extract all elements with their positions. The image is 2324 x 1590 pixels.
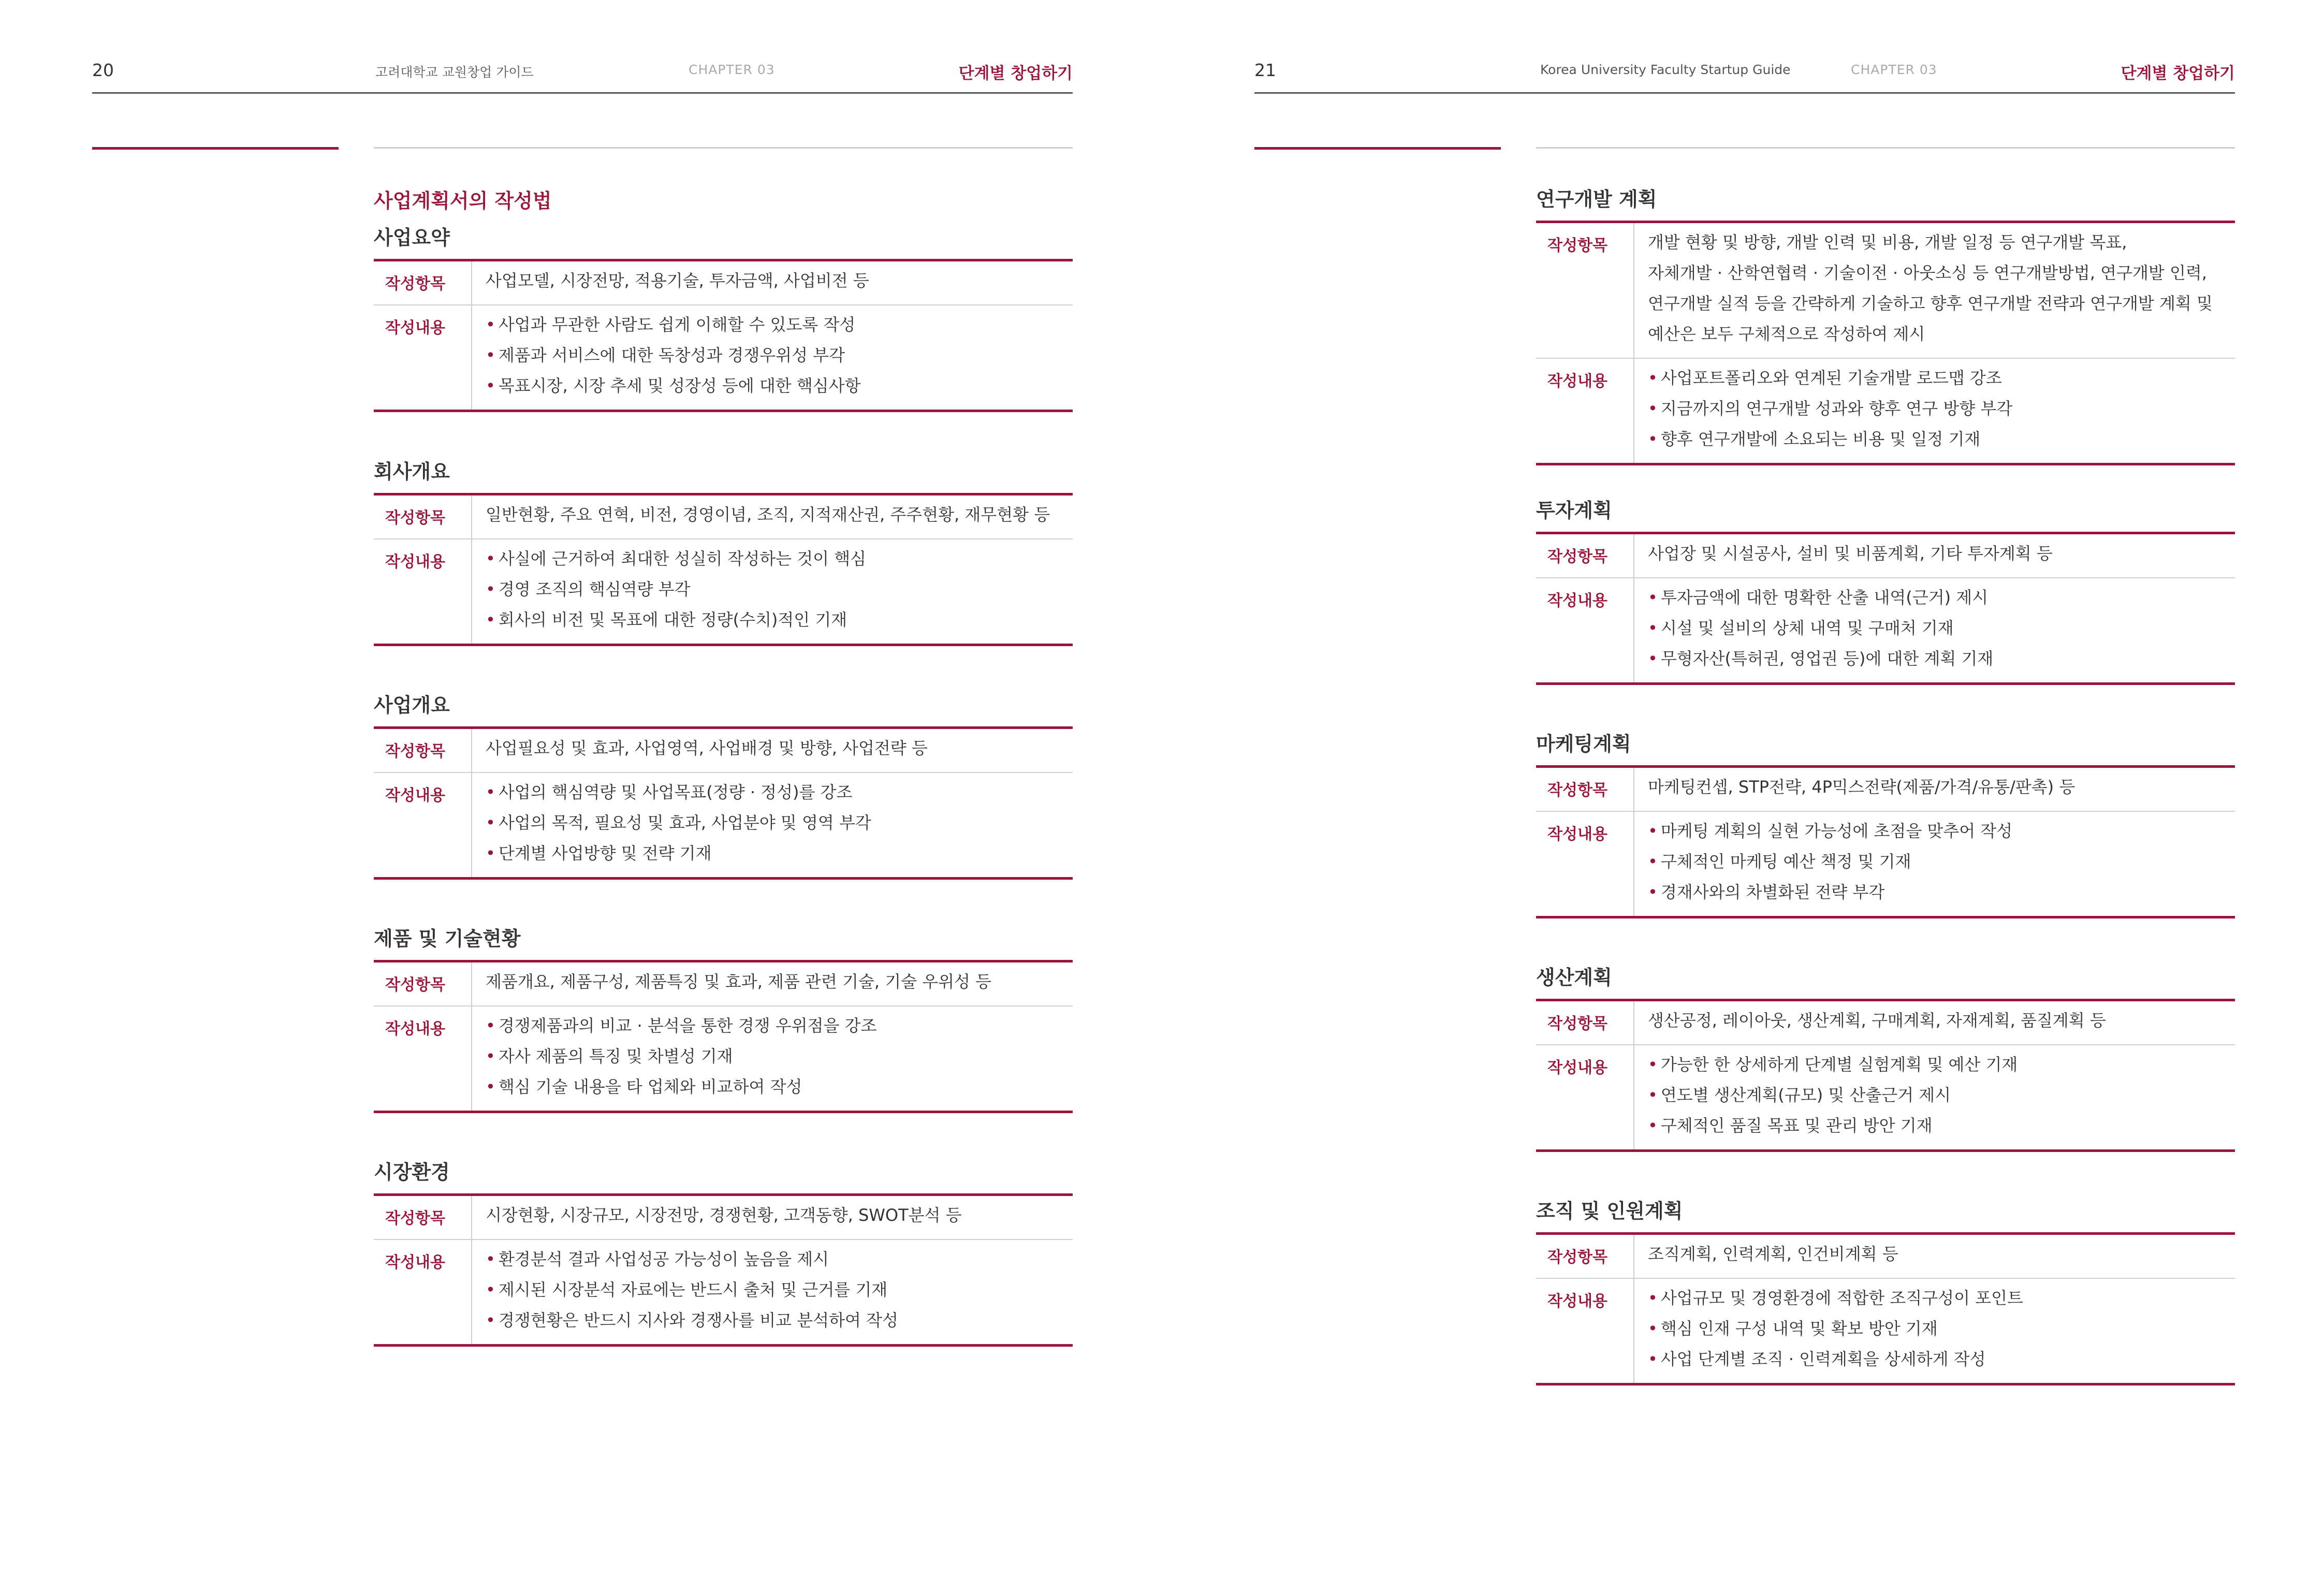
item-label: 작성항목: [1536, 768, 1634, 811]
section-block: [1536, 183, 2235, 465]
item-line: 생산공정, 레이아웃, 생산계획, 구매계획, 자재계획, 품질계획 등: [1648, 1011, 2106, 1030]
item-line: 일반현황, 주요 연혁, 비전, 경영이념, 조직, 지적재산권, 주주현황, 재무현황 등: [486, 505, 1050, 524]
item-row: [1536, 768, 2235, 811]
bullet-icon: •: [1648, 429, 1658, 449]
guide-title: 고려대학교 교원창업 가이드: [375, 65, 534, 80]
header-rule: [92, 92, 1073, 94]
section-block: [374, 456, 1073, 646]
section-block: [1536, 728, 2235, 918]
bullet-icon: •: [1648, 649, 1658, 668]
bullet-item: [486, 1305, 898, 1336]
bullet-icon: •: [486, 843, 495, 863]
bullet-item: [486, 777, 871, 808]
item-label: 작성항목: [374, 1196, 472, 1239]
info-table: [1536, 999, 2235, 1152]
bullet-text: 자사 제품의 특징 및 차별성 기재: [498, 1046, 733, 1066]
bullet-item: [486, 340, 861, 371]
item-line: 사업장 및 시설공사, 설비 및 비품계획, 기타 투자계획 등: [1648, 544, 2053, 563]
section-title: 단계별 창업하기: [958, 64, 1073, 83]
bullet-icon: •: [486, 579, 495, 599]
content-row: [1536, 1044, 2235, 1149]
bullet-text: 경쟁현황은 반드시 지사와 경쟁사를 비교 분석하여 작성: [498, 1310, 898, 1330]
content-label: 작성내용: [1536, 578, 1634, 682]
item-row: [1536, 1001, 2235, 1044]
chapter-label: CHAPTER 03: [1851, 62, 1937, 77]
guide-title: Korea University Faculty Startup Guide: [1540, 62, 1791, 77]
accent-rule: [92, 147, 339, 150]
info-table: [374, 493, 1073, 646]
bullet-item: [486, 838, 871, 869]
item-line: 제품개요, 제품구성, 제품특징 및 효과, 제품 관련 기술, 기술 우위성 등: [486, 972, 992, 991]
item-line: 사업필요성 및 효과, 사업영역, 사업배경 및 방향, 사업전략 등: [486, 738, 928, 758]
content-value: [472, 773, 871, 877]
item-value: [472, 962, 991, 1005]
bullet-text: 경쟁제품과의 비교 · 분석을 통한 경쟁 우위점을 강조: [498, 1016, 877, 1035]
section-heading: 연구개발 계획: [1536, 188, 1657, 211]
bullet-item: [486, 1011, 876, 1041]
bullet-item: [486, 808, 871, 838]
item-value: [1634, 1235, 1898, 1278]
section-heading: 투자계획: [1536, 499, 1612, 522]
bullet-text: 시설 및 설비의 상체 내역 및 구매처 기재: [1660, 618, 1954, 638]
bullet-item: [486, 544, 866, 574]
item-row: [374, 962, 1073, 1005]
bullet-text: 경재사와의 차별화된 전략 부각: [1660, 882, 1885, 902]
bullet-icon: •: [486, 315, 495, 334]
bullet-item: [1648, 1049, 2018, 1080]
section-heading: 마케팅계획: [1536, 733, 1631, 755]
content-label: 작성내용: [374, 773, 472, 877]
content-label: 작성내용: [374, 539, 472, 644]
item-value: [1634, 223, 2213, 358]
info-table: [1536, 1232, 2235, 1385]
section-block: [374, 923, 1073, 1113]
item-value: [472, 261, 869, 304]
content-value: [1634, 578, 1993, 682]
page-number: 20: [92, 60, 114, 80]
info-table: [1536, 221, 2235, 465]
bullet-icon: •: [1648, 1319, 1658, 1338]
bullet-item: [486, 605, 866, 635]
content-value: [1634, 812, 2012, 916]
bullet-text: 사업규모 및 경영환경에 적합한 조직구성이 포인트: [1660, 1288, 2023, 1308]
bullet-item: [1648, 393, 2012, 424]
bullet-item: [1648, 1080, 2018, 1111]
item-row: [374, 1196, 1073, 1239]
content-rule: [1536, 147, 2235, 149]
bullet-icon: •: [486, 1016, 495, 1035]
item-value: [472, 1196, 962, 1239]
bullet-icon: •: [1648, 882, 1658, 902]
content-row: [1536, 811, 2235, 916]
item-line: 시장현황, 시장규모, 시장전망, 경쟁현황, 고객동향, SWOT분석 등: [486, 1205, 962, 1225]
bullet-item: [486, 574, 866, 605]
bullet-item: [1648, 1344, 2023, 1375]
section-heading: 사업개요: [374, 694, 450, 717]
bullet-text: 사업의 목적, 필요성 및 효과, 사업분야 및 영역 부각: [498, 813, 871, 833]
section-heading: 생산계획: [1536, 966, 1612, 989]
bullet-icon: •: [1648, 368, 1658, 388]
content-label: 작성내용: [374, 305, 472, 410]
item-line: 마케팅컨셉, STP전략, 4P믹스전략(제품/가격/유통/판촉) 등: [1648, 777, 2075, 797]
bullet-item: [1648, 816, 2012, 847]
item-line: 사업모델, 시장전망, 적용기술, 투자금액, 사업비전 등: [486, 271, 869, 290]
content-row: [374, 1239, 1073, 1344]
bullet-icon: •: [1648, 618, 1658, 638]
bullet-item: [486, 371, 861, 401]
bullet-icon: •: [486, 376, 495, 396]
info-table: [374, 259, 1073, 412]
bullet-icon: •: [1648, 1055, 1658, 1074]
bullet-text: 지금까지의 연구개발 성과와 향후 연구 방향 부각: [1660, 399, 2013, 418]
bullet-icon: •: [486, 1077, 495, 1097]
item-value: [1634, 534, 2053, 577]
content-label: 작성내용: [1536, 1045, 1634, 1149]
item-line: 개발 현황 및 방향, 개발 인력 및 비용, 개발 일정 등 연구개발 목표,: [1648, 232, 2127, 252]
bullet-icon: •: [486, 345, 495, 365]
info-table: [1536, 765, 2235, 918]
bullet-icon: •: [1648, 1085, 1658, 1105]
content-row: [374, 772, 1073, 877]
bullet-text: 환경분석 결과 사업성공 가능성이 높음을 제시: [498, 1249, 829, 1269]
item-label: 작성항목: [374, 495, 472, 538]
item-row: [374, 261, 1073, 304]
section-heading: 회사개요: [374, 460, 450, 483]
content-label: 작성내용: [1536, 812, 1634, 916]
section-heading: 조직 및 인원계획: [1536, 1200, 1683, 1222]
item-line: 예산은 보두 구체적으로 작성하여 제시: [1648, 324, 1925, 344]
bullet-text: 제품과 서비스에 대한 독창성과 경쟁우위성 부각: [498, 345, 845, 365]
content-row: [1536, 577, 2235, 682]
bullet-icon: •: [1648, 821, 1658, 841]
item-value: [472, 729, 928, 772]
bullet-item: [1648, 424, 2012, 455]
section-heading: 사업요약: [374, 226, 450, 249]
bullet-text: 사업포트폴리오와 연계된 기술개발 로드맵 강조: [1660, 368, 2002, 388]
item-value: [1634, 1001, 2106, 1044]
section-heading: 시장환경: [374, 1161, 450, 1184]
bullet-item: [1648, 1111, 2018, 1141]
content-row: [374, 304, 1073, 410]
info-table: [1536, 532, 2235, 685]
item-row: [1536, 1235, 2235, 1278]
bullet-text: 연도별 생산계획(규모) 및 산출근거 제시: [1660, 1085, 1951, 1105]
item-line: 연구개발 실적 등을 간략하게 기술하고 향후 연구개발 전략과 연구개발 계획 및: [1648, 294, 2213, 313]
content-value: [1634, 1279, 2023, 1383]
bullet-item: [1648, 582, 1993, 613]
bullet-text: 무형자산(특허권, 영업권 등)에 대한 계획 기재: [1660, 649, 1994, 668]
bullet-item: [1648, 1283, 2023, 1314]
content-row: [374, 538, 1073, 644]
content-row: [1536, 1278, 2235, 1383]
bullet-text: 사업의 핵심역량 및 사업목표(정량 · 정성)를 강조: [498, 782, 853, 802]
item-row: [1536, 223, 2235, 358]
accent-rule: [1254, 147, 1501, 150]
bullet-item: [1648, 847, 2012, 877]
section-block: [1536, 1195, 2235, 1385]
info-table: [374, 1193, 1073, 1347]
section-block: [374, 222, 1073, 412]
info-table: [374, 726, 1073, 880]
content-row: [374, 1005, 1073, 1111]
item-value: [472, 495, 1050, 538]
bullet-text: 회사의 비전 및 목표에 대한 정량(수치)적인 기재: [498, 610, 847, 630]
bullet-icon: •: [486, 813, 495, 833]
bullet-icon: •: [486, 1046, 495, 1066]
item-row: [374, 495, 1073, 538]
bullet-icon: •: [1648, 399, 1658, 418]
item-label: 작성항목: [1536, 534, 1634, 577]
bullet-text: 경영 조직의 핵심역량 부각: [498, 579, 691, 599]
section-block: [1536, 961, 2235, 1152]
page-number: 21: [1254, 60, 1276, 80]
bullet-icon: •: [486, 1249, 495, 1269]
bullet-icon: •: [1648, 588, 1658, 607]
chapter-label: CHAPTER 03: [689, 62, 775, 77]
bullet-icon: •: [1648, 852, 1658, 871]
bullet-text: 사업 단계별 조직 · 인력계획을 상세하게 작성: [1660, 1349, 1986, 1369]
content-value: [1634, 359, 2012, 463]
bullet-text: 사실에 근거하여 최대한 성실히 작성하는 것이 핵심: [498, 549, 867, 568]
content-value: [472, 539, 866, 644]
item-label: 작성항목: [374, 962, 472, 1005]
content-value: [1634, 1045, 2018, 1149]
section-heading: 제품 및 기술현황: [374, 927, 521, 950]
bullet-icon: •: [486, 782, 495, 802]
content-label: 작성내용: [1536, 1279, 1634, 1383]
item-label: 작성항목: [374, 729, 472, 772]
section-block: [1536, 494, 2235, 685]
bullet-item: [486, 1041, 876, 1072]
item-value: [1634, 768, 2075, 811]
content-value: [472, 305, 861, 410]
item-row: [1536, 534, 2235, 577]
bullet-item: [1648, 363, 2012, 393]
item-label: 작성항목: [374, 261, 472, 304]
bullet-icon: •: [1648, 1116, 1658, 1135]
item-label: 작성항목: [1536, 1235, 1634, 1278]
bullet-text: 투자금액에 대한 명확한 산출 내역(근거) 제시: [1660, 588, 1989, 607]
header-rule: [1254, 92, 2235, 94]
content-label: 작성내용: [374, 1006, 472, 1111]
bullet-icon: •: [486, 549, 495, 568]
bullet-text: 가능한 한 상세하게 단계별 실험계획 및 예산 기재: [1660, 1055, 2018, 1074]
bullet-text: 목표시장, 시장 추세 및 성장성 등에 대한 핵심사항: [498, 376, 861, 396]
bullet-item: [1648, 644, 1993, 674]
bullet-text: 핵심 인재 구성 내역 및 확보 방안 기재: [1660, 1319, 1938, 1338]
bullet-item: [1648, 613, 1993, 644]
bullet-text: 단계별 사업방향 및 전략 기재: [498, 843, 712, 863]
item-label: 작성항목: [1536, 223, 1634, 358]
bullet-item: [1648, 877, 2012, 908]
bullet-item: [1648, 1314, 2023, 1344]
content-value: [472, 1006, 876, 1111]
bullet-text: 마케팅 계획의 실현 가능성에 초점을 맞추어 작성: [1660, 821, 2013, 841]
bullet-icon: •: [1648, 1288, 1658, 1308]
item-line: 자체개발 · 산학연협력 · 기술이전 · 아웃소싱 등 연구개발방법, 연구개발 인력,: [1648, 263, 2207, 283]
bullet-text: 제시된 시장분석 자료에는 반드시 출처 및 근거를 기재: [498, 1280, 888, 1300]
item-label: 작성항목: [1536, 1001, 1634, 1044]
content-label: 작성내용: [374, 1240, 472, 1344]
bullet-text: 사업과 무관한 사람도 쉽게 이해할 수 있도록 작성: [498, 315, 856, 334]
section-title: 단계별 창업하기: [2121, 64, 2235, 83]
bullet-item: [486, 310, 861, 340]
bullet-icon: •: [486, 1280, 495, 1300]
bullet-icon: •: [486, 610, 495, 630]
section-block: [374, 689, 1073, 880]
content-rule: [374, 147, 1073, 149]
bullet-text: 구체적인 마케팅 예산 책정 및 기재: [1660, 852, 1911, 871]
item-line: 조직계획, 인력계획, 인건비계획 등: [1648, 1244, 1898, 1264]
bullet-text: 구체적인 품질 목표 및 관리 방안 기재: [1660, 1116, 1933, 1135]
content-value: [472, 1240, 898, 1344]
bullet-icon: •: [486, 1310, 495, 1330]
content-row: [1536, 358, 2235, 463]
right-page: [1162, 0, 2324, 1590]
bullet-text: 핵심 기술 내용을 타 업체와 비교하여 작성: [498, 1077, 802, 1097]
bullet-text: 향후 연구개발에 소요되는 비용 및 일정 기재: [1660, 429, 1981, 449]
bullet-icon: •: [1648, 1349, 1658, 1369]
item-row: [374, 729, 1073, 772]
bullet-item: [486, 1072, 876, 1102]
bullet-item: [486, 1275, 898, 1305]
info-table: [374, 960, 1073, 1113]
main-title: 사업계획서의 작성법: [374, 189, 552, 212]
bullet-item: [486, 1244, 898, 1275]
content-label: 작성내용: [1536, 359, 1634, 463]
section-block: [374, 1156, 1073, 1347]
